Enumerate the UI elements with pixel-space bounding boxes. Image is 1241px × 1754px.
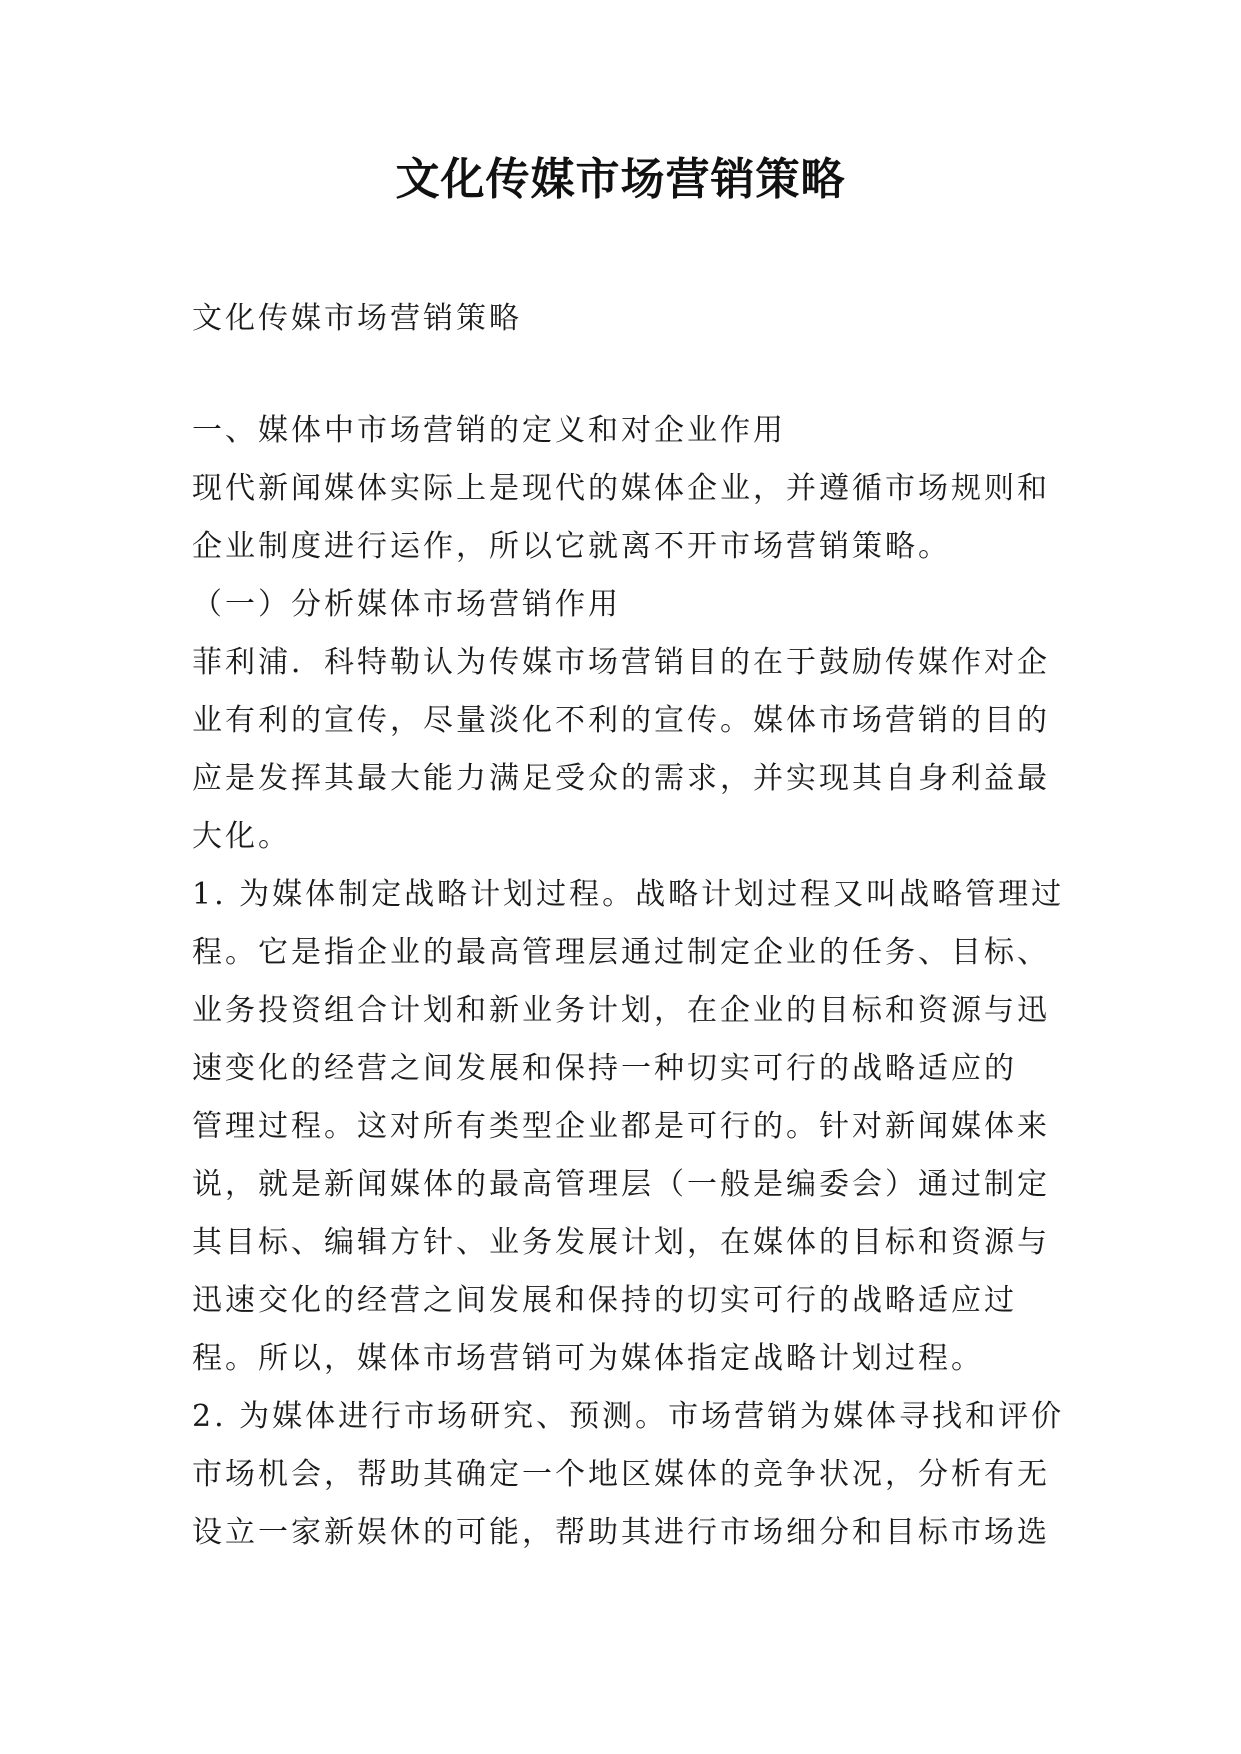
body-line: 企业制度进行运作，所以它就离不开市场营销策略。 [192,529,951,564]
document-subtitle: 文化传媒市场营销策略 [192,301,522,336]
document-title: 文化传媒市场营销策略 [395,154,846,205]
document-body [192,402,1072,1562]
body-line: 业有利的宣传，尽量淡化不利的宣传。媒体市场营销的目的 [192,703,1050,738]
body-line: 说，就是新闻媒体的最高管理层（一般是编委会）通过制定 [192,1167,1050,1202]
body-line: 业务投资组合计划和新业务计划，在企业的目标和资源与迅 [192,993,1050,1028]
body-line-section-heading: 一、媒体中市场营销的定义和对企业作用 [192,413,786,448]
body-line: 程。它是指企业的最高管理层通过制定企业的任务、目标、 [192,935,1050,970]
body-line: 速变化的经营之间发展和保持一种切实可行的战略适应的 [192,1051,1017,1086]
body-line: 迅速交化的经营之间发展和保持的切实可行的战略适应过 [192,1283,1017,1318]
body-line: 设立一家新娱休的可能，帮助其进行市场细分和目标市场选 [192,1515,1050,1550]
body-line: 菲利浦．科特勒认为传媒市场营销目的在于鼓励传媒作对企 [192,645,1050,680]
body-line-item-1: 1. 为媒体制定战略计划过程。战略计划过程又叫战略管理过 [192,877,1065,912]
body-line: 应是发挥其最大能力满足受众的需求，并实现其自身利益最 [192,761,1050,796]
body-line: 大化。 [192,819,291,854]
body-line-item-2: 2. 为媒体进行市场研究、预测。市场营销为媒体寻找和评价 [192,1399,1065,1434]
body-line-subsection-heading: （一）分析媒体市场营销作用 [192,587,621,622]
body-line: 现代新闻媒体实际上是现代的媒体企业，并遵循市场规则和 [192,471,1050,506]
body-line: 程。所以，媒体市场营销可为媒体指定战略计划过程。 [192,1341,984,1376]
body-line: 市场机会，帮助其确定一个地区媒体的竞争状况，分析有无 [192,1457,1050,1492]
body-line: 管理过程。这对所有类型企业都是可行的。针对新闻媒体来 [192,1109,1050,1144]
body-line: 其目标、编辑方针、业务发展计划，在媒体的目标和资源与 [192,1225,1050,1260]
